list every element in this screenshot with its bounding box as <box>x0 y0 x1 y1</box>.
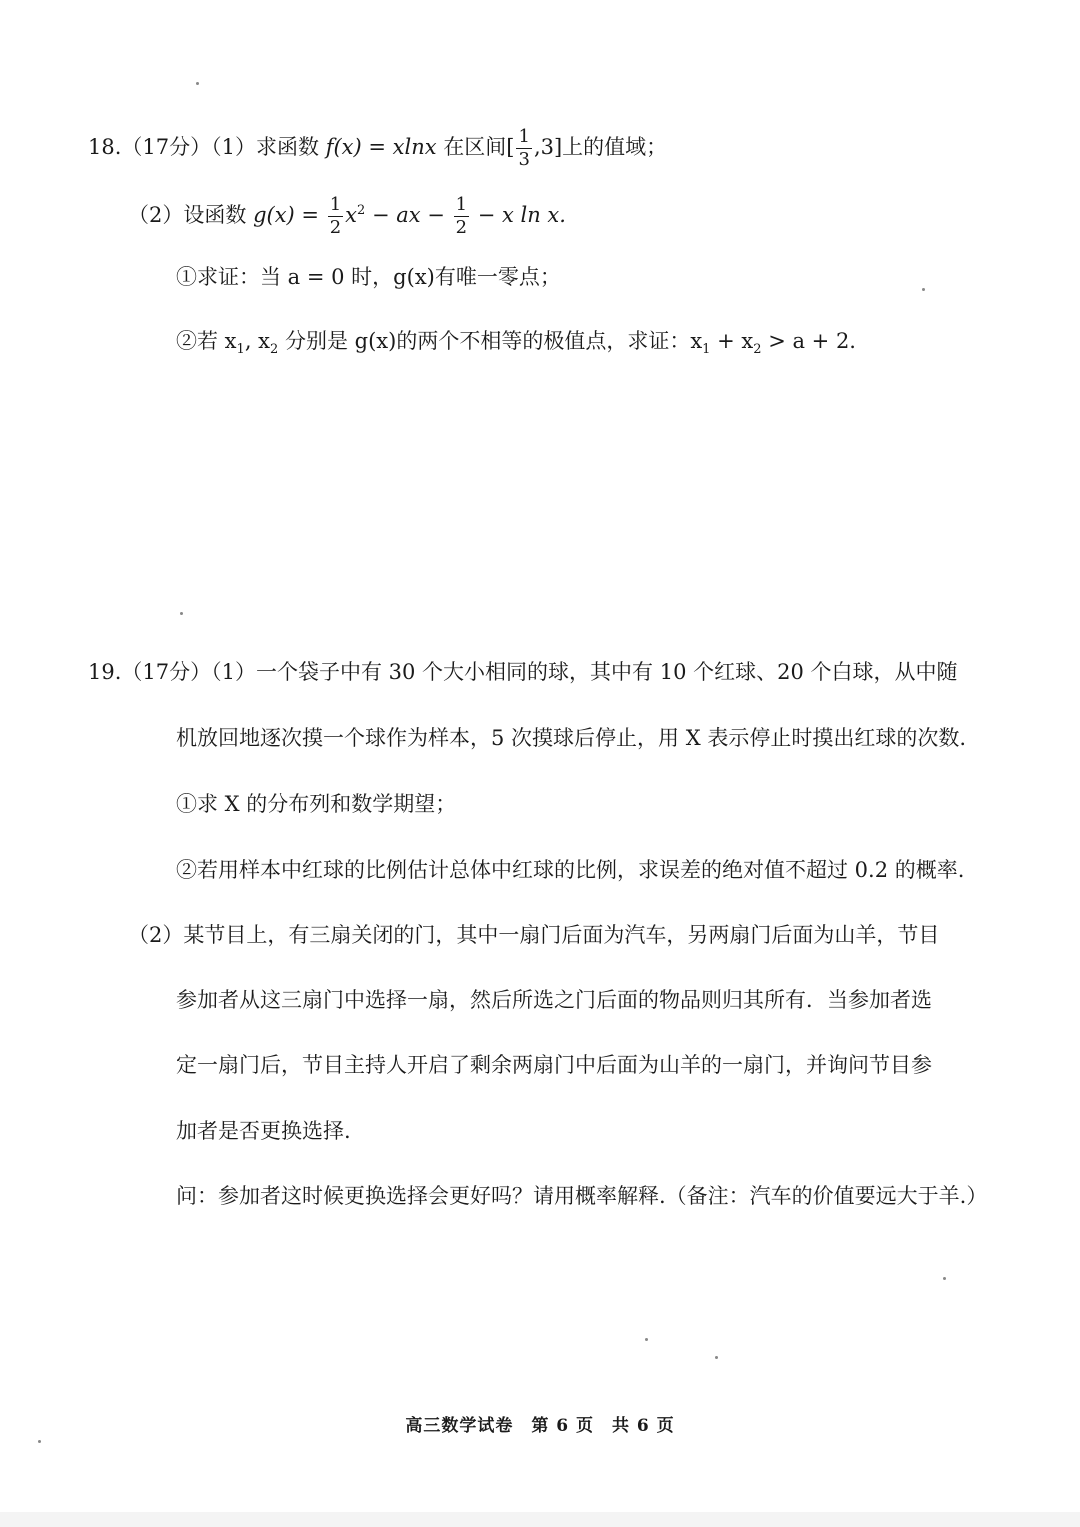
q19-line-1: 19.（17分）（1）一个袋子中有 30 个大小相同的球，其中有 10 个红球、20 个白球，从中随 <box>88 660 958 684</box>
q18-p1-label: （1） <box>211 135 257 159</box>
scan-speck <box>922 288 925 291</box>
q18-p2-label: （2） <box>128 203 184 227</box>
q19-subquestion-1: ①求 X 的分布列和数学期望； <box>176 792 457 816</box>
scan-speck <box>38 1440 41 1443</box>
q18-subquestion-2: ②若 $x_1$, $x_2$ 分别是 g(x)的两个不相等的极值点，求证：$x_1 + x_2 > a + 2$. <box>176 329 856 358</box>
q18-score: （17分） <box>121 135 212 159</box>
fraction-one-half-2: $\frac{1}{2}$ <box>455 194 468 238</box>
q19-part2-line-4: 加者是否更换选择. <box>176 1119 351 1143</box>
scan-speck <box>715 1356 718 1359</box>
q19-subquestion-2: ②若用样本中红球的比例估计总体中红球的比例，求误差的绝对值不超过 0.2 的概率. <box>176 858 965 882</box>
scan-speck <box>180 612 183 615</box>
fraction-one-third: $\frac{1}{3}$ <box>518 126 530 170</box>
q19-question: 问：参加者这时候更换选择会更好吗？请用概率解释.（备注：汽车的价值要远大于羊.） <box>176 1184 988 1208</box>
q18-function-f: f(x) = xlnx <box>325 135 437 159</box>
q19-part2-line-2: 参加者从这三扇门中选择一扇，然后所选之门后面的物品则归其所有．当参加者选 <box>176 988 932 1012</box>
scan-speck <box>943 1277 946 1280</box>
page-footer: 高三数学试卷 第 6 页 共 6 页 <box>405 1416 675 1436</box>
q19-line-2: 机放回地逐次摸一个球作为样本，5 次摸球后停止，用 X 表示停止时摸出红球的次数. <box>176 726 967 750</box>
q18-part1: 18.（17分）（1）求函数 f(x) = xlnx 在区间[ $\frac{1}{3}$ ,3]上的值域； <box>88 126 668 170</box>
scan-speck <box>196 82 199 85</box>
q18-part2: （2）设函数 g(x) = $\frac{1}{2}$ $x^2$ − ax − $\frac{1}{2}$ − x ln x. <box>128 194 566 238</box>
fraction-one-half: $\frac{1}{2}$ <box>329 194 342 238</box>
scan-edge <box>0 1512 1080 1527</box>
scan-speck <box>645 1338 648 1341</box>
q19-part2-line-3: 定一扇门后，节目主持人开启了剩余两扇门中后面为山羊的一扇门，并询问节目参 <box>176 1053 932 1077</box>
q19-part2-line-1: （2）某节目上，有三扇关闭的门，其中一扇门后面为汽车，另两扇门后面为山羊，节目 <box>128 923 940 947</box>
q18-subquestion-1: ①求证：当 a = 0 时，g(x)有唯一零点； <box>176 265 561 289</box>
q18-number: 18. <box>88 135 122 159</box>
